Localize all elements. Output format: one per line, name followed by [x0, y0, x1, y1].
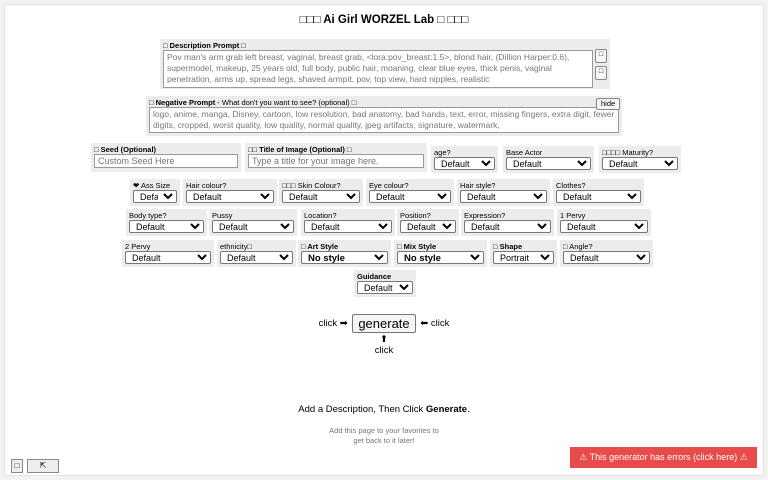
art-style-field: □ Art Style No style — [298, 240, 391, 267]
expression-field: Expression? Default — [461, 209, 554, 236]
description-side-button-2[interactable]: □ — [595, 66, 607, 80]
generate-up-arrow: ⬆ — [380, 334, 388, 345]
mix-style-select[interactable] — [397, 251, 484, 264]
eye-colour-select[interactable] — [369, 190, 451, 203]
location-select[interactable] — [304, 220, 392, 233]
description-label: □ Description Prompt □ — [163, 41, 246, 50]
generate-button[interactable]: generate — [352, 314, 415, 333]
favorites-note: Add this page to your favorites to get back to it later! — [329, 426, 439, 445]
pervy-2-select[interactable] — [125, 251, 211, 264]
skin-colour-select[interactable] — [282, 190, 360, 203]
seed-label: □ Seed (Optional) — [94, 145, 157, 154]
mix-style-field: □ Mix Style No style — [394, 240, 487, 267]
skin-colour-field: □□□ Skin Colour? Default — [279, 179, 363, 206]
base-actor-select[interactable] — [506, 157, 591, 170]
ethnicity-select[interactable] — [220, 251, 293, 264]
instruction-text: Add a Description, Then Click Generate. — [298, 404, 470, 415]
image-title-field — [245, 143, 427, 172]
ethnicity-field: ethnicity□ Default — [217, 240, 296, 267]
hair-colour-field: Hair colour? Default — [183, 179, 277, 206]
maturity-select[interactable] — [602, 157, 678, 170]
corner-button-expand[interactable]: ⇱ — [27, 459, 59, 473]
image-title-input[interactable] — [248, 154, 424, 168]
location-field: Location? Default — [301, 209, 395, 236]
angle-select[interactable] — [563, 251, 650, 264]
seed-input[interactable] — [94, 154, 238, 168]
eye-colour-field: Eye colour? Default — [366, 179, 454, 206]
guidance-select[interactable] — [357, 281, 413, 294]
body-type-select[interactable] — [129, 220, 204, 233]
maturity-field: □□□□ Maturity? Default — [599, 146, 681, 173]
position-field: Position? Default — [397, 209, 459, 236]
description-panel — [160, 39, 610, 89]
hair-colour-select[interactable] — [186, 190, 274, 203]
page-title: □□□ Ai Girl WORZEL Lab □ □□□ — [299, 14, 469, 26]
description-input[interactable] — [163, 50, 593, 88]
generate-hint-right: ⬅ click — [420, 318, 450, 330]
image-title-label: □□ Title of Image (Optional) □ — [248, 145, 352, 154]
pussy-field: Pussy Default — [209, 209, 297, 236]
seed-field — [91, 143, 241, 172]
pervy-1-field: 1 Pervy Default — [557, 209, 651, 236]
position-select[interactable] — [400, 220, 456, 233]
body-type-field: Body type? Default — [126, 209, 207, 236]
angle-field: □ Angle? Default — [560, 240, 653, 267]
age-field: age? Default — [431, 146, 498, 173]
pervy-1-select[interactable] — [560, 220, 648, 233]
ass-size-field: ❤ Ass Size Default — [130, 179, 180, 206]
generate-area — [5, 314, 763, 356]
negative-label: □ Negative Prompt - What don't you want to see? (optional) □ — [149, 98, 357, 107]
corner-button-left[interactable]: □ — [11, 459, 23, 473]
pussy-select[interactable] — [212, 220, 294, 233]
clothes-select[interactable] — [556, 190, 641, 203]
age-select[interactable] — [434, 157, 495, 170]
clothes-field: Clothes? Default — [553, 179, 644, 206]
negative-hide-button[interactable]: hide — [596, 98, 620, 110]
shape-field: □ Shape Portrait — [490, 240, 557, 267]
shape-select[interactable] — [493, 251, 554, 264]
negative-panel — [146, 96, 622, 136]
error-banner[interactable]: ⚠ This generator has errors (click here) ⚠ — [570, 447, 757, 468]
ass-size-select[interactable] — [133, 190, 177, 203]
hair-style-select[interactable] — [460, 190, 547, 203]
guidance-field: Guidance Default (7) — [354, 270, 416, 297]
description-side-button-1[interactable]: □ — [595, 49, 607, 63]
negative-input[interactable] — [149, 107, 619, 133]
generate-hint-below: click — [374, 345, 394, 356]
base-actor-field: Base Actor Default — [503, 146, 594, 173]
pervy-2-field: 2 Pervy Default — [122, 240, 214, 267]
expression-select[interactable] — [464, 220, 551, 233]
hair-style-field: Hair style? Default — [457, 179, 550, 206]
generate-hint-left: click ➡ — [318, 318, 348, 330]
art-style-select[interactable] — [301, 251, 388, 264]
generator-page — [4, 4, 764, 476]
